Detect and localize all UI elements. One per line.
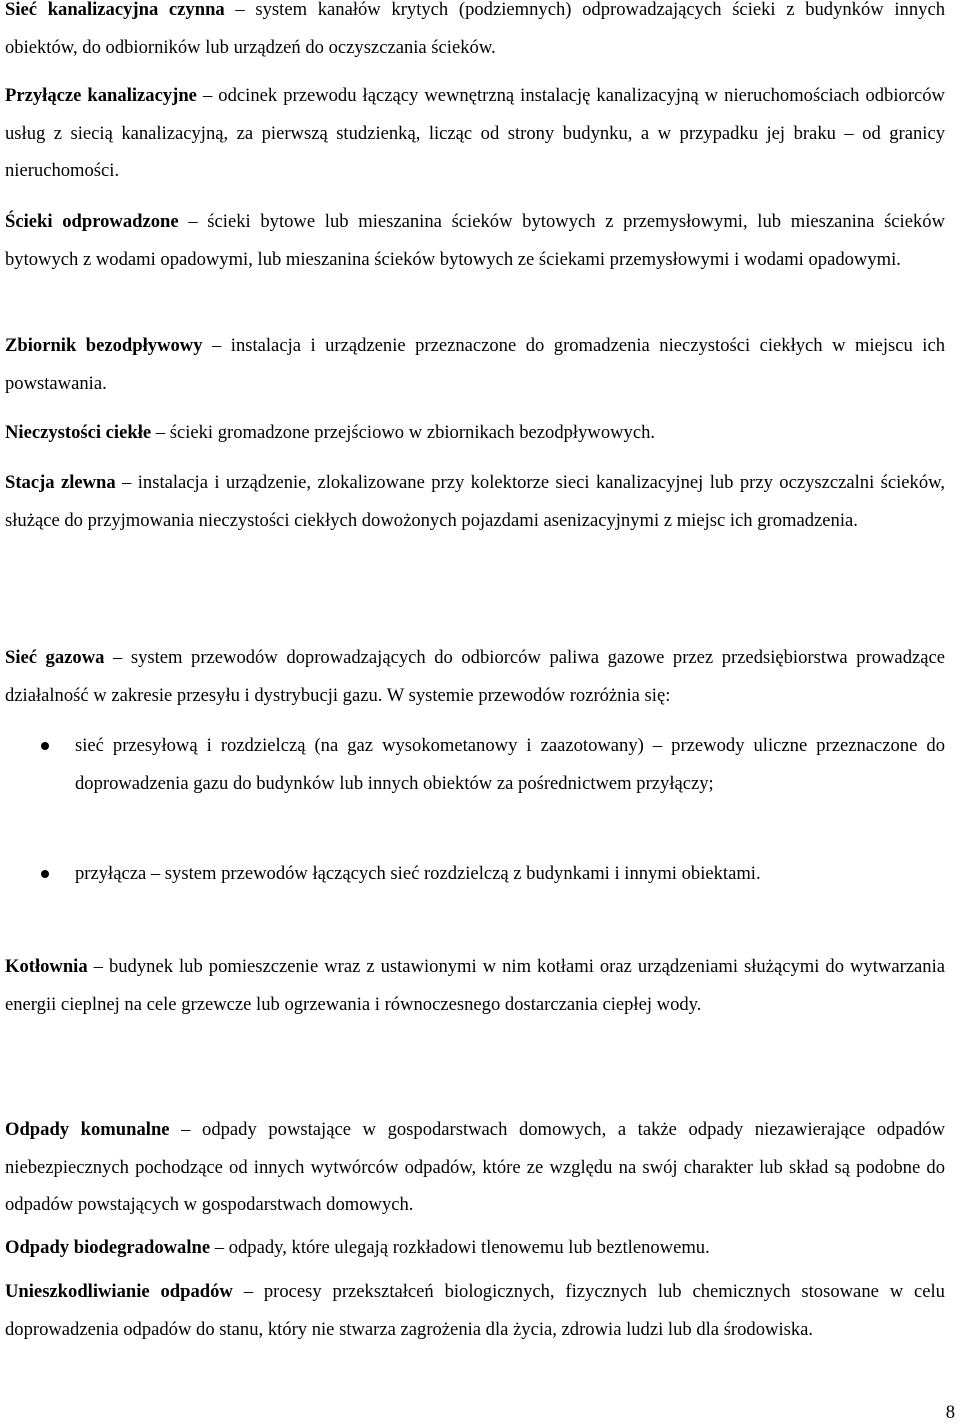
definition-term: Unieszkodliwianie odpadów [5,1281,233,1302]
definition-siec-kanalizacyjna [5,0,945,66]
definition-odpady-biodegradowalne [5,1229,945,1267]
definition-term: Sieć kanalizacyjna czynna [5,0,225,20]
definition-term: Odpady biodegradowalne [5,1237,211,1258]
definition-text: – odcinek przewodu łączący wewnętrzną instalację kanalizacyjną w nieruchomościach odbiorców usług z siecią kanalizacyjną, za pierwszą studzienką, licząc od strony budynku, a w przypadku jej braku – od granicy nieruchomości. [5,85,945,181]
definition-kotlownia [5,948,945,1023]
definition-nieczystosci-ciekle [5,414,945,452]
definition-unieszkodliwianie-odpadow [5,1273,945,1348]
definition-term: Nieczystości ciekłe [5,422,152,443]
definition-text: – odpady powstające w gospodarstwach domowych, a także odpady niezawierające odpadów niebezpiecznych pochodzące od innych wytwórców odpadów, które ze względu na swój charakter lub skład są podobne do odpadów powstających w gospodarstwach domowych. [5,1119,945,1215]
definition-text: – system kanałów krytych (podziemnych) odprowadzających ścieki z budynków innych obiektów, do odbiorników lub urządzeń do oczyszczania ścieków. [5,0,945,58]
definition-term: Sieć gazowa [5,647,105,668]
definition-text: – instalacja i urządzenie, zlokalizowane przy kolektorze sieci kanalizacyjnej lub przy oczyszczalni ścieków, służące do przyjmowania nieczystości ciekłych dowożonych pojazdami asenizacyjnymi z miejsc ich gromadzenia. [5,472,945,531]
definition-text: – ścieki bytowe lub mieszanina ścieków bytowych z przemysłowymi, lub mieszanina ścieków bytowych z wodami opadowymi, lub mieszanina ścieków bytowych ze ściekami przemysłowymi i wodami opadowymi. [5,211,946,270]
definition-text: – instalacja i urządzenie przeznaczone do gromadzenia nieczystości ciekłych w miejscu ich powstawania. [5,335,945,394]
page-number: 8 [945,1402,955,1423]
definition-text: – budynek lub pomieszczenie wraz z ustawionymi w nim kotłami oraz urządzeniami służącymi do wytwarzania energii cieplnej na cele grzewcze lub ogrzewania i równoczesnego dostarczania ciepłej wody. [5,956,945,1015]
definition-term: Stacja zlewna [5,472,116,493]
definition-term: Kotłownia [5,956,88,977]
list-item: przyłącza – system przewodów łączących sieć rozdzielczą z budynkami i innymi obiektami. [75,863,761,884]
list-item: sieć przesyłową i rozdzielczą (na gaz wysokometanowy i zaazotowany) – przewody uliczne przeznaczone do doprowadzenia gazu do budynków lub innych obiektów za pośrednictwem przyłączy; [75,735,945,794]
definition-term: Ścieki odprowadzone [5,211,179,232]
definition-przylacze-kanalizacyjne [5,77,945,190]
definition-siec-gazowa [5,639,945,714]
definition-odpady-komunalne [5,1111,945,1224]
definition-zbiornik-bezodplywowy [5,327,945,402]
definition-term: Odpady komunalne [5,1119,170,1140]
definition-text: – procesy przekształceń biologicznych, fizycznych lub chemicznych stosowane w celu doprowadzenia odpadów do stanu, który nie stwarza zagrożenia dla życia, zdrowia ludzi lub dla środowiska. [5,1281,945,1340]
definition-text: – ścieki gromadzone przejściowo w zbiornikach bezodpływowych. [151,422,656,443]
bullet-icon [41,870,49,878]
definition-stacja-zlewna [5,464,945,539]
definition-text: – system przewodów doprowadzających do odbiorców paliwa gazowe przez przedsiębiorstwa prowadzące działalność w zakresie przesyłu i dystrybucji gazu. W systemie przewodów rozróżnia się: [5,647,945,706]
definition-term: Przyłącze kanalizacyjne [5,85,197,106]
definition-text: – odpady, które ulegają rozkładowi tlenowemu lub beztlenowemu. [210,1237,710,1258]
definition-term: Zbiornik bezodpływowy [5,335,203,356]
bullet-icon [41,742,49,750]
definition-scieki-odprowadzone [5,203,945,278]
